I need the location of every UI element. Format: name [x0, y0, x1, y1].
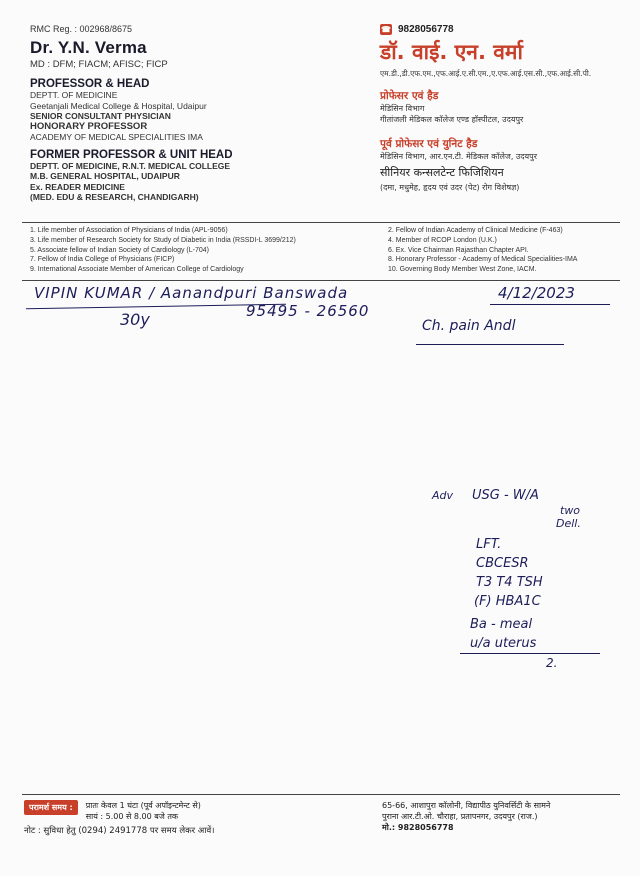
doctor-qualifications-hindi: एम.डी.,डी.एफ.एम.,एफ.आई.ए.सी.एम.,ए.एफ.आई.एस.सी.,एफ.आई.सी.पी. [380, 69, 592, 78]
footer-timing [24, 800, 354, 837]
consultant-title-hindi: सीनियर कन्सलटेन्ट फिजिशियन [380, 166, 504, 179]
advice-item: Ba - meal [470, 617, 533, 632]
timing-row [24, 800, 354, 822]
membership-item: 5. Associate fellow of Indian Society of Cardiology (L-704) [30, 246, 209, 254]
advice-label: Adv [432, 489, 454, 502]
advice-item: T3 T4 TSH [476, 575, 543, 590]
membership-item: 4. Member of RCOP London (U.K.) [388, 236, 497, 244]
membership-item: 3. Life member of Research Society for Study of Diabetic in India (RSSDI-L 3699/212) [30, 236, 296, 244]
patient-mobile: 95495 - 26560 [246, 302, 370, 320]
position-line: HONORARY PROFESSOR [30, 120, 148, 132]
former-position-line: M.B. GENERAL HOSPITAL, UDAIPUR [30, 171, 180, 181]
memberships-right [388, 226, 628, 275]
former-position-title: FORMER PROFESSOR & UNIT HEAD [30, 148, 233, 161]
specialities-hindi: (दमा, मधुमेह, हृदय एवं उदर (पेट) रोग विशेषज्ञ) [380, 183, 520, 192]
advice-item: 2. [546, 656, 558, 670]
membership-item: 10. Governing Body Member West Zone, IACM. [388, 266, 537, 274]
advice-item: CBCESR [476, 556, 529, 571]
phone-icon: ☎ [381, 25, 391, 34]
advice-item: Dell. [556, 517, 581, 530]
timing-line: प्रातः केवल 1 घंटा (पूर्व अपॉइन्टमेन्ट से) [85, 801, 201, 810]
membership-item: 9. International Associate Member of American College of Cardiology [30, 266, 244, 274]
advice-item: two [560, 504, 581, 517]
phone-number: 9828056778 [398, 24, 454, 35]
position-line: DEPTT. OF MEDICINE [30, 90, 118, 100]
former-position-title-hindi: पूर्व प्रोफेसर एवं युनिट हैड [380, 138, 478, 150]
doctor-header-english [30, 24, 330, 203]
position-line-hindi: मेडिसिन विभाग [380, 104, 425, 113]
visit-date: 4/12/2023 [498, 284, 575, 302]
membership-divider [22, 280, 620, 281]
former-position-line-hindi: मेडिसिन विभाग, आर.एन.टी. मेडिकल कॉलेज, उदयपुर [380, 152, 537, 161]
former-position-line: DEPTT. OF MEDICINE, R.N.T. MEDICAL COLLEGE [30, 160, 231, 171]
doctor-qualifications: MD : DFM; FIACM; AFISC; FICP [30, 59, 168, 70]
position-title: PROFESSOR & HEAD [30, 78, 150, 90]
address-phone: मो.: 9828056778 [382, 823, 454, 832]
header-divider [22, 222, 620, 223]
position-line: Geetanjali Medical College & Hospital, Udaipur [30, 100, 207, 111]
chief-complaint: Ch. pain Andl [422, 318, 516, 334]
advice-item: LFT. [476, 537, 502, 552]
position-line: ACADEMY OF MEDICAL SPECIALITIES IMA [30, 132, 203, 142]
membership-item: 7. Fellow of India College of Physicians (FICP) [30, 256, 175, 264]
advice-item: USG - W/A [472, 488, 539, 503]
membership-item: 8. Honorary Professor - Academy of Medical Specialities-IMA [388, 256, 578, 264]
doctor-header-hindi [380, 24, 620, 193]
advice-item: (F) HBA1C [474, 594, 541, 609]
memberships-left [30, 226, 380, 275]
membership-item: 1. Life member of Association of Physicians of India (APL-9056) [30, 227, 228, 234]
position-title-hindi: प्रोफेसर एवं हैड [380, 90, 439, 102]
footer-note: नोट : सुविधा हेतु (0294) 2491778 पर समय लेकर आवें। [24, 826, 215, 836]
underline [490, 304, 610, 305]
address-line: 65-66, आशापुरा कॉलोनी, विद्यापीठ युनिवर्सिटी के सामने [382, 801, 551, 810]
former-position-line: Ex. READER MEDICINE [30, 181, 125, 192]
doctor-name-hindi: डॉ. वाई. एन. वर्मा [380, 40, 523, 64]
footer-address [382, 800, 622, 833]
advice-block [432, 486, 622, 673]
position-line-hindi: गीतांजली मेडिकल कॉलेज एण्ड हॉस्पीटल, उदयपुर [380, 115, 524, 124]
membership-item: 6. Ex. Vice Chairman Rajasthan Chapter API. [388, 246, 529, 254]
position-line: SENIOR CONSULTANT PHYSICIAN [30, 111, 171, 121]
advice-item: u/a uterus [470, 636, 537, 651]
doctor-name: Dr. Y.N. Verma [30, 38, 147, 57]
address-line: पुराना आर.टी.ओ. चौराहा, प्रतापनगर, उदयपुर (राज.) [382, 812, 538, 821]
timing-label: परामर्श समय : [24, 800, 78, 815]
phone-row [380, 24, 620, 35]
former-position-line: (MED. EDU & RESEARCH, CHANDIGARH) [30, 192, 199, 202]
patient-name-address: VIPIN KUMAR / Aanandpuri Banswada [34, 284, 349, 302]
membership-item: 2. Fellow of Indian Academy of Clinical Medicine (F-463) [388, 227, 563, 234]
footer-divider [22, 794, 620, 795]
underline [416, 344, 564, 345]
timing-line: सायं : 5.00 से 8.00 बजे तक [85, 812, 179, 821]
patient-age: 30y [120, 310, 150, 329]
rmc-registration: RMC Reg. : 002968/8675 [30, 24, 133, 34]
